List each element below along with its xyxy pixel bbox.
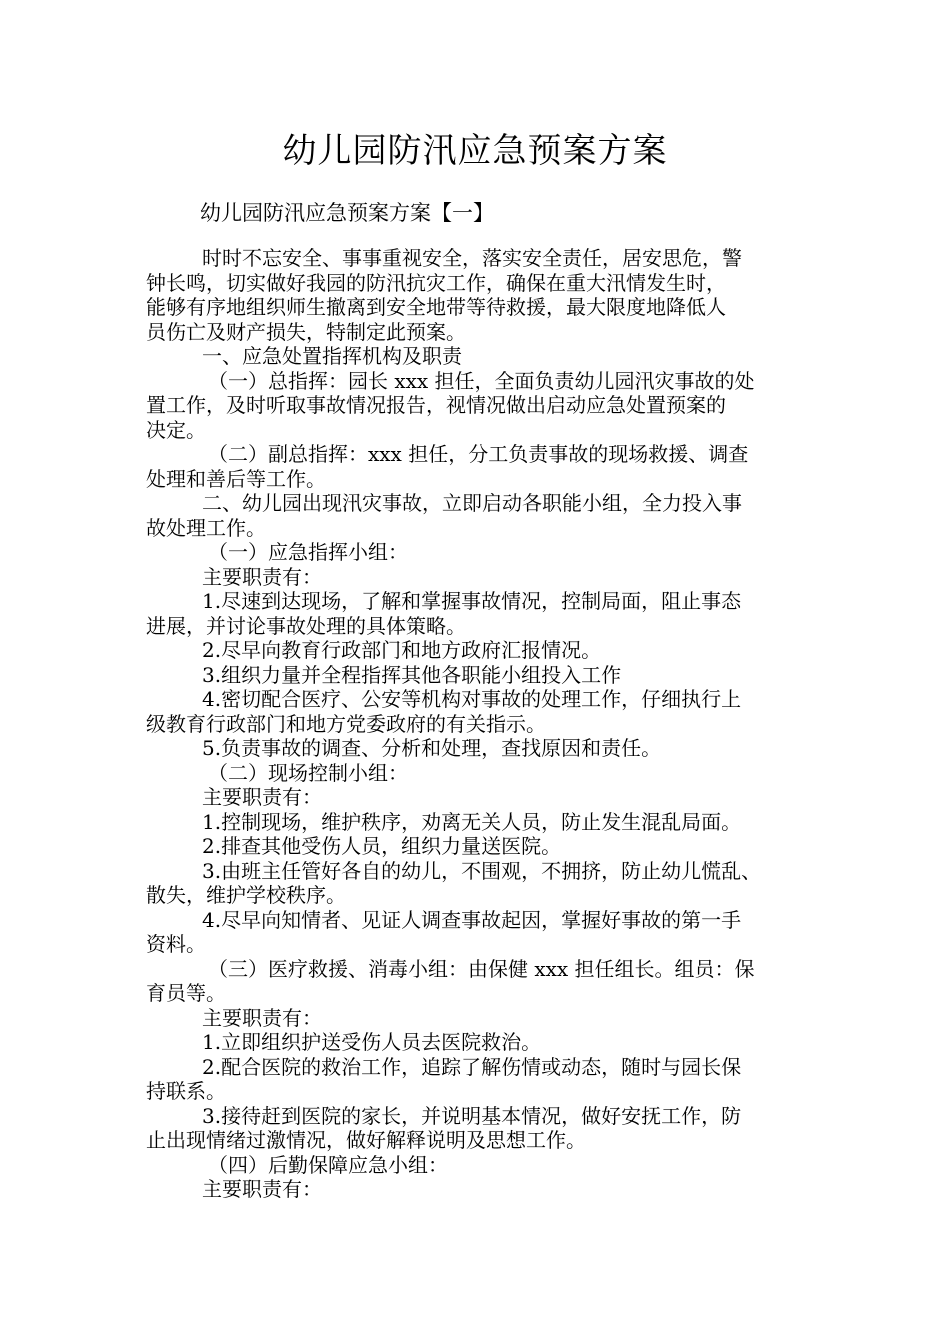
list-item-continuation: 级教育行政部门和地方党委政府的有关指示。 bbox=[146, 711, 546, 736]
document-body bbox=[146, 246, 826, 1202]
list-item: 1.控制现场，维护秩序，劝离无关人员，防止发生混乱局面。 bbox=[202, 809, 742, 834]
list-item: 2.尽早向教育行政部门和地方政府汇报情况。 bbox=[202, 638, 602, 662]
paragraph-line: 故处理工作。 bbox=[146, 515, 266, 540]
document-title: 幼儿园防汛应急预案方案 bbox=[282, 131, 668, 171]
subsection-heading: （三）医疗救援、消毒小组：由保健 xxx 担任组长。组员：保 bbox=[208, 956, 755, 981]
paragraph-line: 时时不忘安全、事事重视安全，落实安全责任，居安思危，警 bbox=[202, 246, 742, 270]
subsection-heading: （一）应急指挥小组： bbox=[208, 540, 408, 564]
list-item: 3.接待赶到医院的家长，并说明基本情况，做好安抚工作，防 bbox=[202, 1103, 742, 1128]
list-item: 4.尽早向知情者、见证人调查事故起因，掌握好事故的第一手 bbox=[202, 907, 742, 932]
list-item-continuation: 散失，维护学校秩序。 bbox=[146, 883, 346, 907]
list-item-continuation: 进展，并讨论事故处理的具体策略。 bbox=[146, 613, 466, 638]
document-subtitle: 幼儿园防汛应急预案方案【一】 bbox=[200, 201, 494, 225]
list-item: 4.密切配合医疗、公安等机构对事故的处理工作，仔细执行上 bbox=[202, 687, 742, 711]
list-item: 1.立即组织护送受伤人员去医院救治。 bbox=[202, 1030, 542, 1054]
list-item: 2.配合医院的救治工作，追踪了解伤情或动态，随时与园长保 bbox=[202, 1054, 742, 1079]
paragraph-line: 员伤亡及财产损失，特制定此预案。 bbox=[146, 319, 466, 344]
section-heading: 一、应急处置指挥机构及职责 bbox=[202, 344, 462, 368]
subsection-heading: （四）后勤保障应急小组： bbox=[208, 1152, 448, 1177]
paragraph-line: 钟长鸣，切实做好我园的防汛抗灾工作，确保在重大汛情发生时， bbox=[146, 270, 726, 295]
paragraph-line: （一）总指挥：园长 xxx 担任，全面负责幼儿园汛灾事故的处 bbox=[208, 368, 755, 393]
list-item: 5.负责事故的调查、分析和处理，查找原因和责任。 bbox=[202, 736, 662, 760]
duties-label: 主要职责有： bbox=[202, 1005, 322, 1030]
list-item: 3.组织力量并全程指挥其他各职能小组投入工作 bbox=[202, 662, 622, 687]
list-item-continuation: 持联系。 bbox=[146, 1079, 226, 1103]
list-item: 3.由班主任管好各自的幼儿，不围观，不拥挤，防止幼儿慌乱、 bbox=[202, 858, 762, 883]
paragraph-line: 育员等。 bbox=[146, 981, 226, 1005]
duties-label: 主要职责有： bbox=[202, 785, 322, 809]
paragraph-line: 处理和善后等工作。 bbox=[146, 466, 326, 491]
subsection-heading: （二）现场控制小组： bbox=[208, 760, 408, 785]
list-item-continuation: 止出现情绪过激情况，做好解释说明及思想工作。 bbox=[146, 1128, 586, 1152]
paragraph-line: （二）副总指挥：xxx 担任，分工负责事故的现场救援、调查 bbox=[208, 442, 749, 466]
paragraph-line: 能够有序地组织师生撤离到安全地带等待救援，最大限度地降低人 bbox=[146, 295, 726, 319]
duties-label: 主要职责有： bbox=[202, 1177, 322, 1201]
paragraph-line: 置工作，及时听取事故情况报告，视情况做出启动应急处置预案的 bbox=[146, 393, 726, 417]
duties-label: 主要职责有： bbox=[202, 564, 322, 589]
list-item-continuation: 资料。 bbox=[146, 932, 206, 956]
paragraph-line: 决定。 bbox=[146, 417, 206, 442]
list-item: 2.排查其他受伤人员，组织力量送医院。 bbox=[202, 834, 562, 858]
list-item: 1.尽速到达现场，了解和掌握事故情况，控制局面，阻止事态 bbox=[202, 589, 742, 613]
section-heading: 二、幼儿园出现汛灾事故，立即启动各职能小组，全力投入事 bbox=[202, 491, 742, 515]
